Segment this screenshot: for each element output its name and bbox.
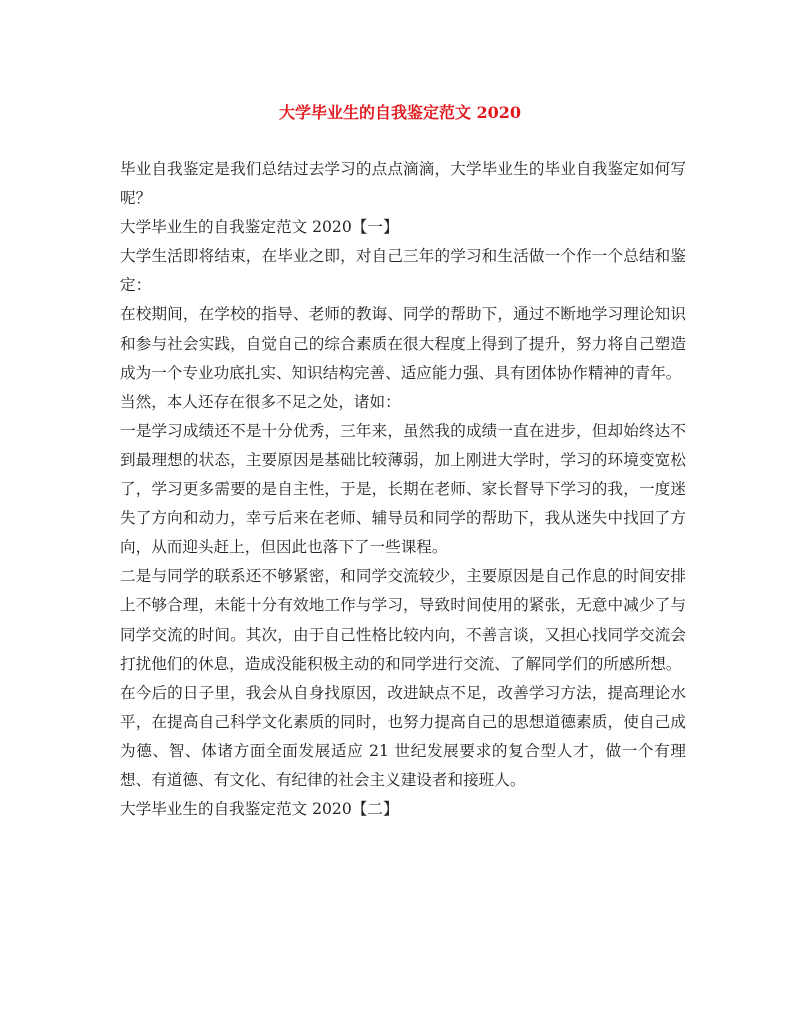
- section-heading-one: 大学毕业生的自我鉴定范文 2020【一】: [120, 218, 399, 237]
- paragraph: 当然，本人还存在很多不足之处，诸如：: [120, 392, 401, 411]
- document-title: 大学毕业生的自我鉴定范文 2020: [278, 103, 522, 122]
- paragraph: 大学生活即将结束，在毕业之即，对自己三年的学习和生活做一个作一个总结和鉴定：: [120, 247, 686, 295]
- paragraph: 在今后的日子里，我会从自身找原因，改进缺点不足，改善学习方法，提高理论水平，在提高自己科学文化素质的同时，也努力提高自己的思想道德素质，使自己成为德、智、体诸方面全面发展适应 21 世纪发展要求的复合型人才，做一个有理想、有道德、有文化、有纪律的社会主义建设者和接班人。: [120, 683, 686, 789]
- paragraph: 二是与同学的联系还不够紧密，和同学交流较少，主要原因是自己作息的时间安排上不够合理，未能十分有效地工作与学习，导致时间使用的紧张，无意中减少了与同学交流的时间。其次，由于自己性格比较内向，不善言谈，又担心找同学交流会打扰他们的休息，造成没能积极主动的和同学进行交流、了解同学们的所感所想。: [120, 567, 686, 673]
- paragraph: 一是学习成绩还不是十分优秀，三年来，虽然我的成绩一直在进步，但却始终达不到最理想的状态，主要原因是基础比较薄弱，加上刚进大学时，学习的环境变宽松了，学习更多需要的是自主性，于是，长期在老师、家长督导下学习的我，一度迷失了方向和动力，幸亏后来在老师、辅导员和同学的帮助下，我从迷失中找回了方向，从而迎头赶上，但因此也落下了一些课程。: [120, 421, 686, 557]
- paragraph: 在校期间，在学校的指导、老师的教诲、同学的帮助下，通过不断地学习理论知识和参与社会实践，自觉自己的综合素质在很大程度上得到了提升，努力将自己塑造成为一个专业功底扎实、知识结构完善、适应能力强、具有团体协作精神的青年。: [120, 305, 686, 382]
- paragraph-intro: 毕业自我鉴定是我们总结过去学习的点点滴滴，大学毕业生的毕业自我鉴定如何写呢？: [120, 160, 686, 208]
- section-heading-two: 大学毕业生的自我鉴定范文 2020【二】: [120, 800, 399, 819]
- document-body: [120, 155, 686, 824]
